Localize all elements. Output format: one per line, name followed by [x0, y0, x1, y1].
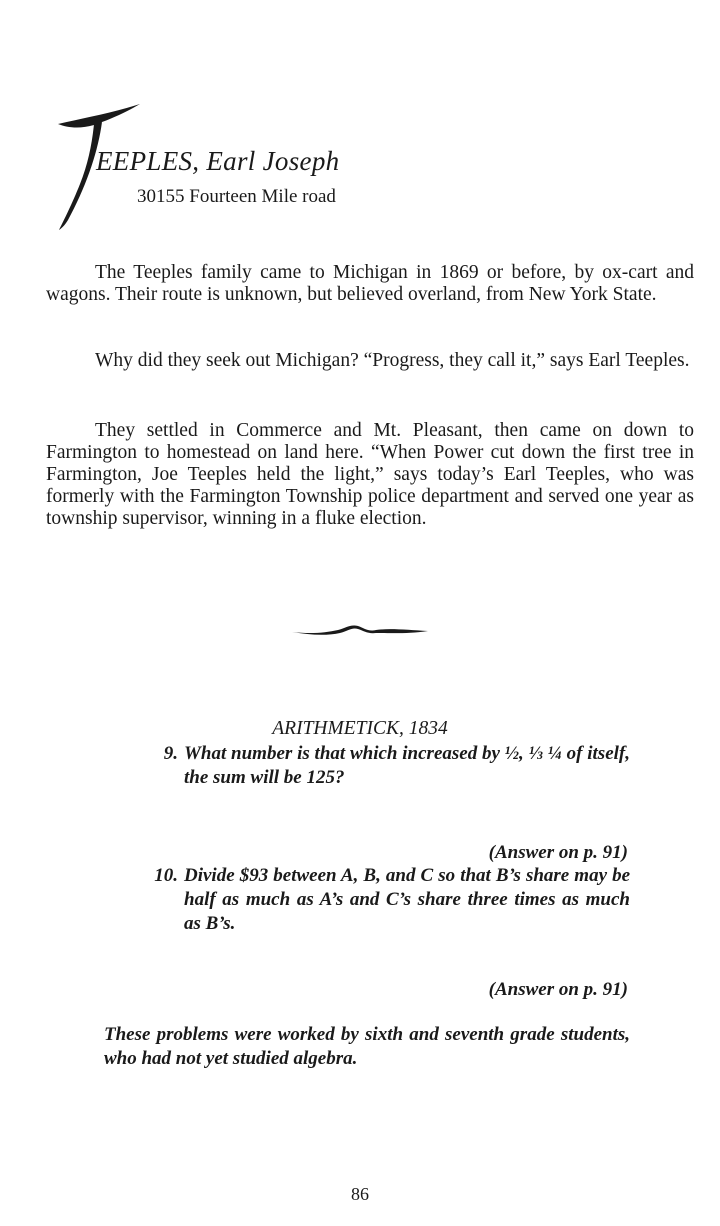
entry-address: 30155 Fourteen Mile road: [137, 186, 336, 207]
paragraph: They settled in Commerce and Mt. Pleasant, then came on down to Farmington to homestead on land here. “When Power cut down the first tree in Farmington, Joe Teeples held the light,” says today’s Earl Teeples, who was formerly with the Farmington Township police department and served one year as township supervisor, winning in a fluke election.: [46, 420, 694, 529]
problem-text: Divide $93 between A, B, and C so that B’s share may be half as much as A’s and C’s share three times as much as B’s.: [184, 865, 630, 934]
paragraph: Why did they seek out Michigan? “Progress, they call it,” says Earl Teeples.: [95, 350, 690, 371]
problem-item: [140, 742, 630, 790]
section-divider-ornament-icon: [290, 620, 430, 640]
answer-reference: (Answer on p. 91): [488, 979, 628, 1000]
problem-number: 10.: [154, 865, 178, 886]
entry-title: EEPLES, Earl Joseph: [96, 146, 340, 176]
footnote: These problems were worked by sixth and seventh grade students, who had not yet studied algebra.: [104, 1024, 630, 1069]
answer-reference: (Answer on p. 91): [488, 842, 628, 863]
problem-number: 9.: [163, 743, 178, 764]
section-heading: ARITHMETICK, 1834: [272, 718, 448, 739]
problem-item: [140, 864, 630, 936]
page-number: 86: [351, 1184, 369, 1204]
problem-text: What number is that which increased by ½, ⅓ ¼ of itself, the sum will be 125?: [184, 743, 630, 788]
paragraph: The Teeples family came to Michigan in 1869 or before, by ox-cart and wagons. Their route is unknown, but believed overland, from New York State.: [46, 262, 694, 305]
